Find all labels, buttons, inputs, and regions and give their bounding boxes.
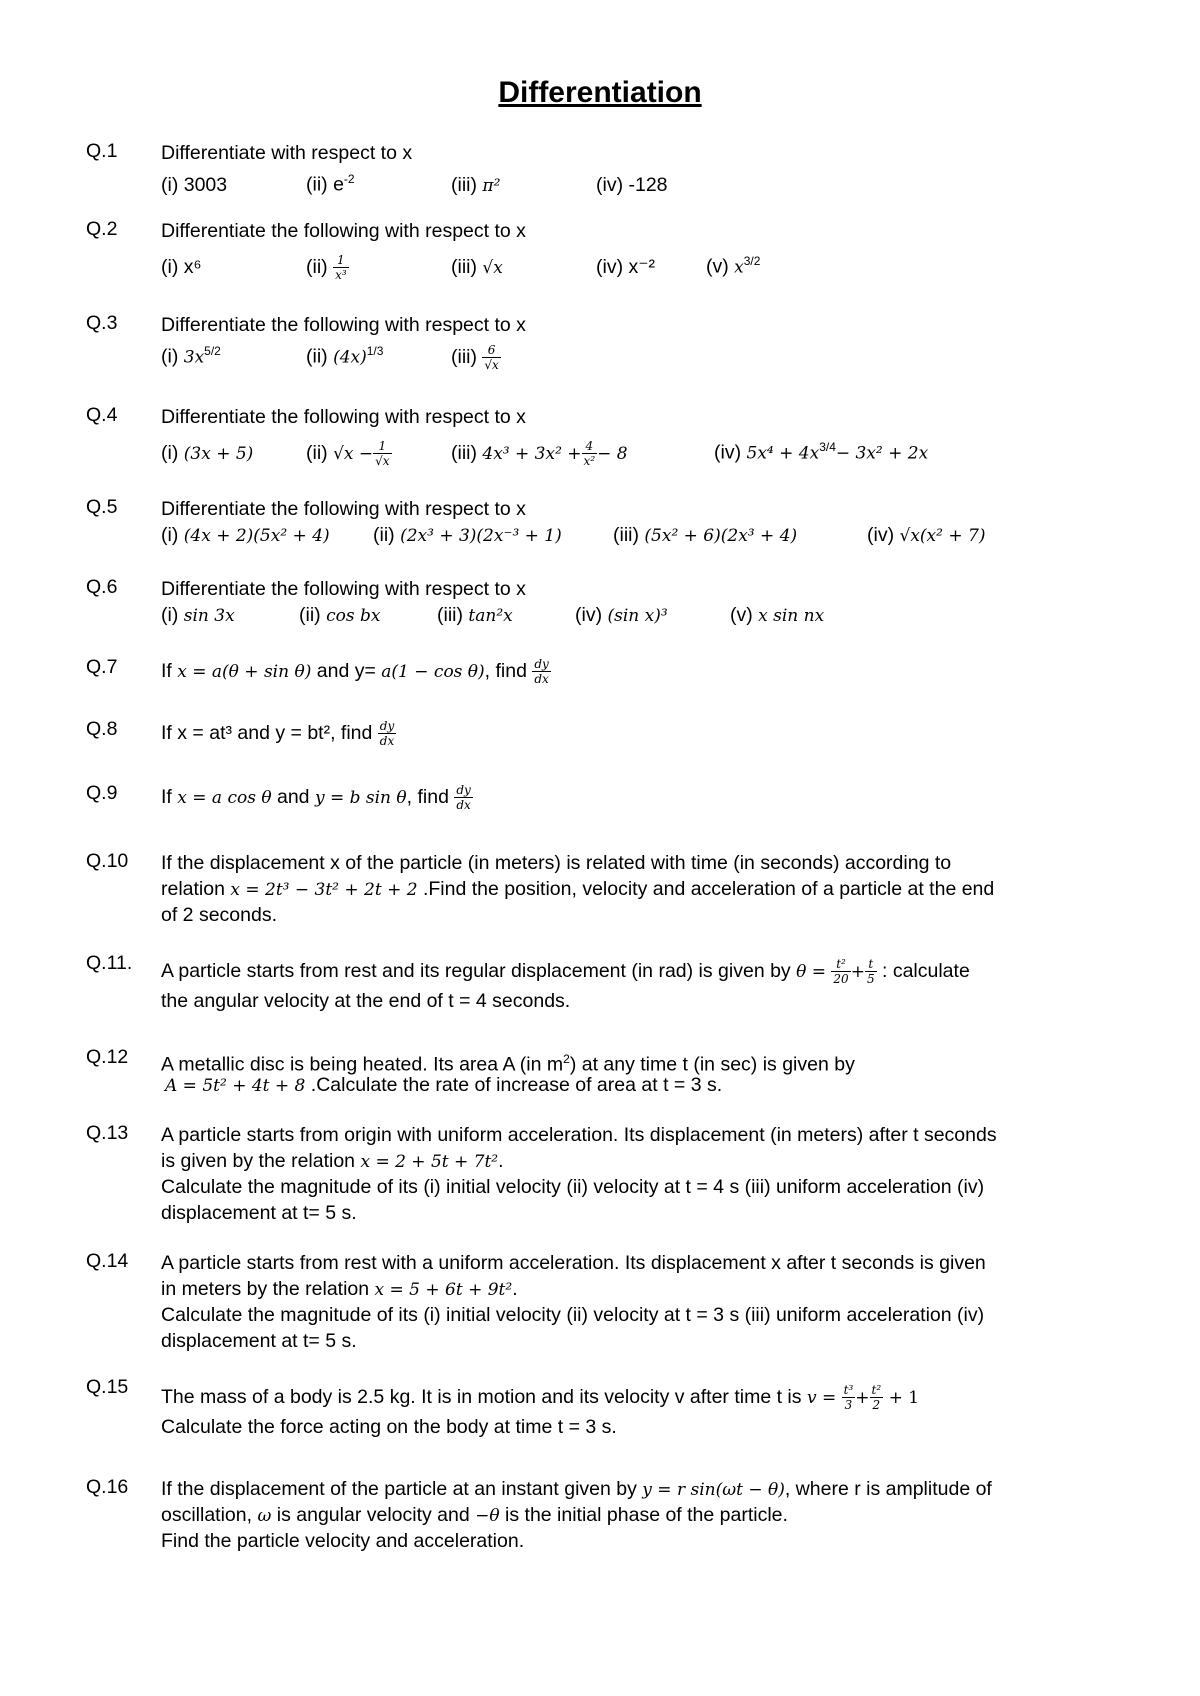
- part-iv: (iv) $5x^4 + 4x^{3/4}- 3x^2 + 2x$: [714, 440, 929, 464]
- part-iv: (iv) (sin x)³: [575, 604, 668, 626]
- part-iv: (iv) -128: [596, 173, 668, 196]
- question-number: Q.12: [86, 1046, 129, 1068]
- part-iii: (iii) tan²x: [437, 604, 513, 626]
- question-line: relation x = 2t³ − 3t² + 2t + 2 .Find the position, velocity and acceleration of a particle at the end: [161, 878, 995, 900]
- part-iii: (iii) $\frac{6}{√x}$: [451, 342, 499, 372]
- question-number: Q.11.: [86, 952, 133, 974]
- question-text: Differentiate with respect to x: [161, 142, 413, 164]
- dy-dx-fraction: $\frac{dy}{dx}$: [534, 657, 549, 687]
- part-iv: (iv) x⁻²: [596, 255, 656, 278]
- part-ii: (ii) $e^{-2}$: [306, 172, 355, 196]
- part-v: (v) $x^{3/2}$: [706, 254, 761, 278]
- question-line: is given by the relation x = 2 + 5t + 7t².: [161, 1150, 504, 1172]
- question-line: Calculate the force acting on the body at time t = 3 s.: [161, 1416, 617, 1438]
- question-number: Q.5: [86, 496, 118, 518]
- part-i: (i) 3003: [161, 173, 228, 196]
- part-iii: (iii) π²: [451, 173, 501, 196]
- question-line: of 2 seconds.: [161, 904, 277, 926]
- question-number: Q.13: [86, 1122, 129, 1144]
- question-number: Q.7: [86, 656, 118, 678]
- part-ii: (ii) cos bx: [299, 604, 381, 626]
- part-i: (i) $3x^{5/2}$: [161, 344, 221, 368]
- question-line: A particle starts from origin with uniform acceleration. Its displacement (in meters) after t seconds: [161, 1124, 997, 1146]
- question-parts: [161, 166, 1136, 196]
- part-ii: (ii) $(4x)^{1/3}$: [306, 344, 384, 368]
- question-number: Q.16: [86, 1476, 129, 1498]
- page-title: Differentiation: [498, 76, 702, 109]
- question-line: in meters by the relation x = 5 + 6t + 9t².: [161, 1278, 518, 1300]
- question-line: A particle starts from rest with a uniform acceleration. Its displacement x after t seconds is given: [161, 1252, 986, 1274]
- question-text: Differentiate the following with respect to x: [161, 220, 526, 242]
- question-line: A = 5t² + 4t + 8 .Calculate the rate of increase of area at t = 3 s.: [165, 1074, 723, 1096]
- question-text: Differentiate the following with respect to x: [161, 498, 526, 520]
- part-i: (i) (4x + 2)(5x² + 4): [161, 524, 330, 546]
- question-parts: [161, 338, 1136, 372]
- question-number: Q.2: [86, 218, 118, 240]
- question-line: displacement at t= 5 s.: [161, 1202, 357, 1224]
- part-v: (v) x sin nx: [730, 604, 825, 626]
- question-text: Differentiate the following with respect to x: [161, 406, 526, 428]
- part-i: (i) sin 3x: [161, 604, 235, 626]
- question-line: A metallic disc is being heated. Its area A (in $m^2$) at any time t (in sec) is given by: [161, 1052, 855, 1076]
- question-line: A particle starts from rest and its regular displacement (in rad) is given by θ = $\frac{\text{t²}}{20}$ + $\frac{t}{5}$ : calculate: [161, 957, 970, 987]
- part-ii: (ii) $\frac{1}{\text{x³}}$: [306, 252, 347, 282]
- question-line: the angular velocity at the end of t = 4 seconds.: [161, 990, 571, 1012]
- part-iii: (iii) 4x³ + 3x² + $\frac{4}{\text{x²}}$ − 8: [451, 438, 628, 468]
- part-ii: (ii) (2x³ + 3)(2x⁻³ + 1): [373, 524, 562, 546]
- dy-dx-fraction: $\frac{dy}{dx}$: [379, 719, 395, 749]
- question-line: If the displacement of the particle at an instant given by y = r sin(ωt − θ), where r is amplitude of: [161, 1478, 992, 1500]
- question-parts: [161, 602, 1136, 628]
- question-text: If x = a cos θ and y = b sin θ, find $\frac{dy}{dx}$: [161, 783, 471, 813]
- question-line: displacement at t= 5 s.: [161, 1330, 357, 1352]
- question-number: Q.9: [86, 782, 118, 804]
- dy-dx-fraction: $\frac{dy}{dx}$: [456, 783, 471, 813]
- question-line: The mass of a body is 2.5 kg. It is in motion and its velocity v after time t is v = $\frac{\text{t³}}{3}$ + $\frac{\text{t²}}{2}$ + 1: [161, 1383, 920, 1413]
- question-text: If x = a(θ + sin θ) and y= a(1 − cos θ), find $\frac{dy}{dx}$: [161, 657, 549, 687]
- question-text: Differentiate the following with respect to x: [161, 578, 526, 600]
- question-number: Q.10: [86, 850, 129, 872]
- question-number: Q.4: [86, 404, 118, 426]
- question-parts: [161, 434, 1136, 468]
- question-number: Q.15: [86, 1376, 129, 1398]
- question-line: Calculate the magnitude of its (i) initial velocity (ii) velocity at t = 3 s (iii) uniform acceleration (iv): [161, 1304, 985, 1326]
- part-iii: (iii) √x: [451, 255, 503, 278]
- question-text: Differentiate the following with respect to x: [161, 314, 526, 336]
- part-iii: (iii) (5x² + 6)(2x³ + 4): [613, 524, 798, 546]
- question-number: Q.6: [86, 576, 118, 598]
- question-line: Find the particle velocity and acceleration.: [161, 1530, 525, 1552]
- question-line: oscillation, ω is angular velocity and −θ is the initial phase of the particle.: [161, 1504, 788, 1526]
- part-iv: (iv) √x(x² + 7): [867, 524, 986, 546]
- question-number: Q.8: [86, 718, 118, 740]
- question-number: Q.14: [86, 1250, 129, 1272]
- question-parts: [161, 248, 1136, 282]
- part-ii: (ii) √x − $\frac{1}{√x}$: [306, 438, 390, 468]
- question-number: Q.1: [86, 140, 118, 162]
- question-text: If x = at³ and y = bt², find $\frac{dy}{dx}$: [161, 719, 395, 749]
- question-line: If the displacement x of the particle (in meters) is related with time (in seconds) according to: [161, 852, 952, 874]
- part-i: (i) x⁶: [161, 255, 202, 278]
- question-parts: [161, 522, 1136, 548]
- question-line: Calculate the magnitude of its (i) initial velocity (ii) velocity at t = 4 s (iii) uniform acceleration (iv): [161, 1176, 985, 1198]
- question-number: Q.3: [86, 312, 118, 334]
- part-i: (i) (3x + 5): [161, 441, 254, 464]
